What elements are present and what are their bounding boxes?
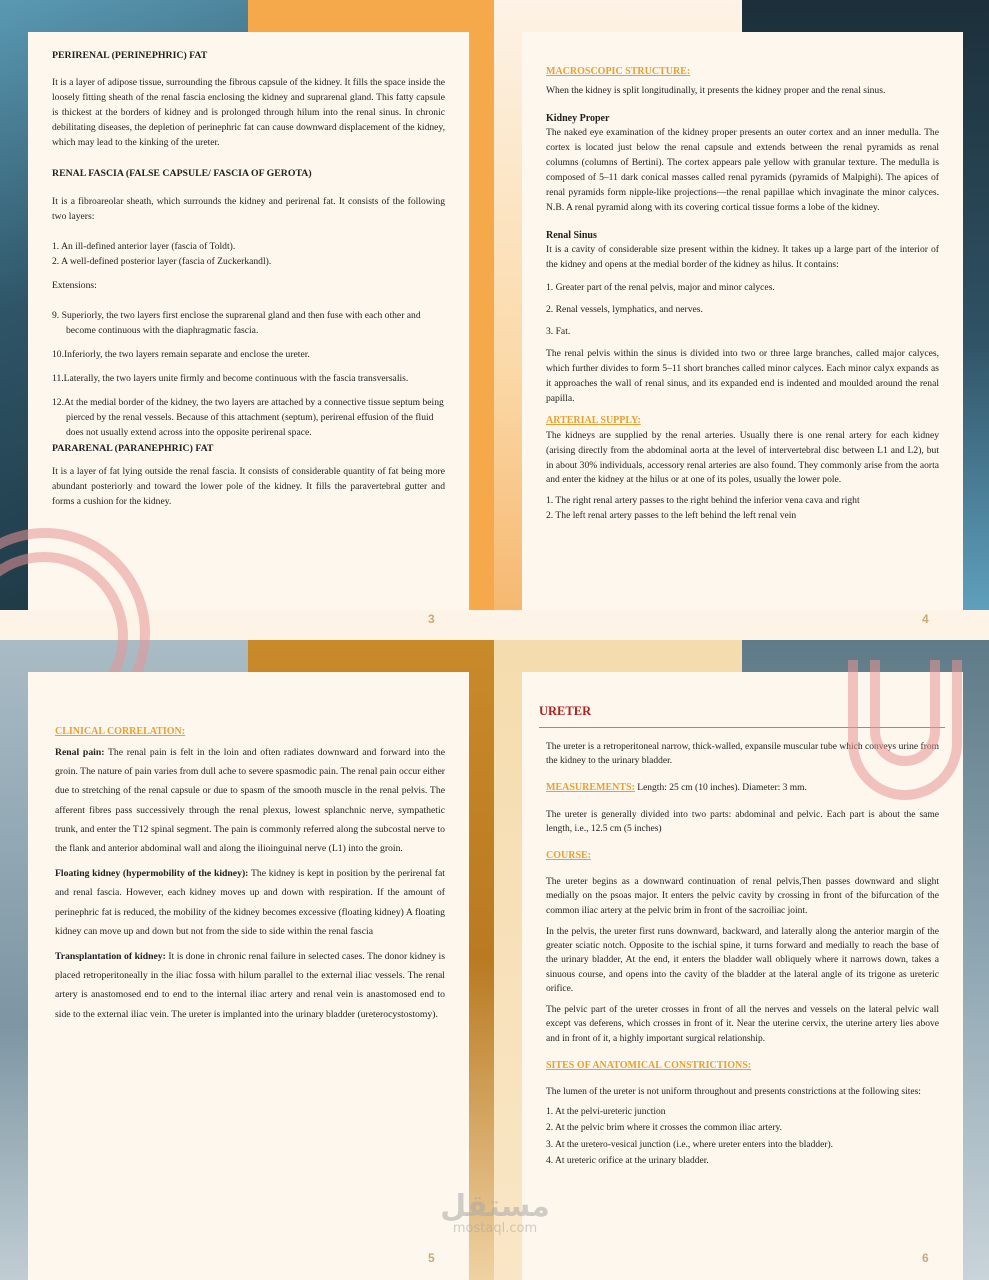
page-4 <box>522 32 963 610</box>
transplantation-paragraph <box>55 947 445 1024</box>
extensions-label: Extensions: <box>52 280 97 292</box>
renal-pain-label: Renal pain: <box>55 747 105 758</box>
kidney-proper-text: The naked eye examination of the kidney proper presents an outer cortex and an inner medulla. The cortex is located just below the renal capsule and extends between the renal pyramids as renal columns (columns of Bertini). The cortex appears pale yellow with granular texture. The medulla is composed of 5–11 dark conical masses called renal pyramids (pyramids of Malpighi). The apices of renal pyramids form nipple-like projections—the renal papillae which invaginate the minor calyces. N.B. A renal pyramid along with its covering cortical tissue forms a lobe of the kidney. <box>546 127 939 213</box>
extension-1-text: Superiorly, the two layers first enclose the suprarenal gland and then fuse with each other and become continuous with the diaphragmatic fascia. <box>61 310 421 337</box>
renal-pain-paragraph <box>55 743 445 858</box>
floating-kidney-label: Floating kidney (hypermobility of the kidney): <box>55 868 249 880</box>
site-item-2: 2. At the pelvic brim where it crosses the common iliac artery. <box>546 1123 783 1134</box>
site-item-4: 4. At ureteric orifice at the urinary bladder. <box>546 1155 709 1166</box>
course-title: COURSE: <box>546 850 592 861</box>
macro-title: MACROSCOPIC STRUCTURE: <box>546 66 691 77</box>
clinical-title: CLINICAL CORRELATION: <box>55 726 186 737</box>
arterial-item-2: 2. The left renal artery passes to the left behind the left renal vein <box>546 510 797 522</box>
mostaql-watermark <box>420 1190 570 1236</box>
page-5 <box>28 672 469 1280</box>
watermark-latin: mostaql.com <box>452 1221 538 1236</box>
ureter-parts-text: The ureter is generally divided into two parts: abdominal and pelvic. Each part is about the same length, i.e., 12.5 cm (5 inches) <box>546 809 939 834</box>
page-3 <box>28 32 469 610</box>
renal-sinus-item-3: 3. Fat. <box>546 326 571 338</box>
renal-sinus-text: It is a cavity of considerable size present within the kidney. It takes up a large part of the interior of the kidney and opens at the medial border of the kidney as hilus. It contains: <box>546 244 939 271</box>
renal-pain-text: The renal pain is felt in the loin and often radiates downward and forward into the groin. The nature of pain varies from dull ache to severe spasmodic pain. The renal pain occur either due to stretching of the renal capsule or due to spasm of the smooth muscle in the renal pelvis. The afferent fibres pass successively through the renal plexus, lowest splanchnic nerve, sympathetic trunk, and enter the T12 spinal segment. The pain is commonly referred along the subcostal nerve to the flank and anterior abdominal wall and along the ilioinguinal nerve (L1) into the groin. <box>55 747 445 855</box>
measurements-title: MEASUREMENTS: <box>546 782 635 794</box>
macro-text: When the kidney is split longitudinally, it presents the kidney proper and the renal sinus. <box>546 84 886 96</box>
page-number-3: 3 <box>428 612 435 626</box>
fascia-layer-1: 1. An ill-defined anterior layer (fascia of Toldt). <box>52 241 236 253</box>
fascia-title: RENAL FASCIA (FALSE CAPSULE/ FASCIA OF GEROTA) <box>52 168 312 180</box>
site-item-3: 3. At the uretero-vesical junction (i.e., where ureter enters into the bladder). <box>546 1139 833 1150</box>
floating-kidney-paragraph <box>55 864 445 941</box>
renal-pelvis-text: The renal pelvis within the sinus is divided into two or three large branches, called major calyces, which further divides to form 5–11 short branches called minor calyces. Each minor calyx expands as it approaches the wall of renal sinus, and its expanded end is indented and moulded around the renal papilla. <box>546 348 939 405</box>
extension-2: 10.Inferiorly, the two layers remain separate and enclose the ureter. <box>52 349 310 360</box>
extension-1 <box>52 309 445 339</box>
measurements-text: Length: 25 cm (10 inches). Diameter: 3 mm. <box>634 783 807 794</box>
sites-title: SITES OF ANATOMICAL CONSTRICTIONS: <box>546 1059 752 1071</box>
renal-sinus-item-2: 2. Renal vessels, lymphatics, and nerves. <box>546 304 703 316</box>
decorative-u-arc-inner <box>870 660 940 766</box>
sites-text: The lumen of the ureter is not uniform throughout and presents constrictions at the following sites: <box>546 1086 921 1097</box>
watermark-arabic: مستقل <box>440 1189 550 1224</box>
arterial-supply-title: ARTERIAL SUPPLY: <box>546 415 641 427</box>
fascia-layer-2: 2. A well-defined posterior layer (fascia of Zuckerkandl). <box>52 256 272 268</box>
course-text-3: The pelvic part of the ureter crosses in front of all the nerves and vessels on the lateral pelvic wall except vas deferens, which crosses in front of it. Near the uterine cervix, the uterine artery lies above and in front of it, a highly important surgical relationship. <box>546 1005 939 1044</box>
arterial-supply-text: The kidneys are supplied by the renal arteries. Usually there is one renal artery for each kidney (arising directly from the abdominal aorta at the level of intervertebral disc between L1 and L2), but in about 30% individuals, accessory renal arteries are also found. They commonly arise from the aorta and enter the kidney at the hilus or at one of its poles, usually the lower pole. <box>546 429 939 486</box>
floating-kidney-text: The kidney is kept in position by the perirenal fat and renal fascia. However, each kidney moves up and down with respiration. If the amount of perinephric fat is reduced, the mobility of the kidney becomes excessive (floating kidney) A floating kidney can move up and down but not from the side to side within the renal fascia <box>55 868 445 937</box>
fascia-text: It is a fibroareolar sheath, which surrounds the kidney and perirenal fat. It consists of the following two layers: <box>52 196 445 223</box>
perirenal-title: PERIRENAL (PERINEPHRIC) FAT <box>52 50 208 61</box>
kidney-proper-title: Kidney Proper <box>546 112 610 124</box>
extension-4: 12.At the medial border of the kidney, the two layers are attached by a connective tissue septum being pierced by the renal vessels. Because of this attachment (septum), perirenal effusion of the fluid does not usually extend across into the opposite perirenal space. <box>52 396 444 438</box>
ureter-title: URETER <box>539 704 592 718</box>
page-number-5: 5 <box>428 1251 435 1265</box>
transplantation-label: Transplantation of kidney: <box>55 951 166 963</box>
extension-1-num: 9. <box>52 310 60 322</box>
course-text-2: In the pelvis, the ureter first runs downward, backward, and laterally along the anterior margin of the greater sciatic notch. Opposite to the ischial spine, it turns forward and medially to reach the base of the urinary bladder, At the end, it enters the bladder wall obliquely where it narrows down, takes a sinuous course, and opens into the cavity of the bladder at the lateral angle of its trigone as ureteric orifice. <box>546 926 939 994</box>
page-number-6: 6 <box>922 1251 929 1265</box>
page-number-4: 4 <box>922 612 929 626</box>
ureter-intro: The ureter is a retroperitoneal narrow, thick-walled, expansile muscular tube which conveys urine from the kidney to the urinary bladder. <box>546 741 939 766</box>
extension-3: 11.Laterally, the two layers unite firmly and become continuous with the fascia transversalis. <box>52 372 409 384</box>
arterial-item-1: 1. The right renal artery passes to the right behind the inferior vena cava and right <box>546 495 860 507</box>
course-text-1: The ureter begins as a downward continuation of renal pelvis,Then passes downward and slight medially on the psoas major. It enters the pelvic cavity by crossing in front of the bifurcation of the common iliac artery at the pelvic brim in front of the sacroiliac joint. <box>546 877 939 916</box>
renal-sinus-title: Renal Sinus <box>546 229 597 241</box>
pararenal-title: PARARENAL (PARANEPHRIC) FAT <box>52 442 214 454</box>
pararenal-text: It is a layer of fat lying outside the renal fascia. It consists of considerable quantity of fat being more abundant posteriorly and toward the lower pole of the kidney. It fills the paravertebral gutter and forms a cushion for the kidney. <box>52 466 445 507</box>
transplantation-text: It is done in chronic renal failure in selected cases. The donor kidney is placed retroperitoneally in the iliac fossa with hilum parallel to the external iliac vessels. The renal artery is anastomosed end to end to the internal iliac artery and renal vein is anastomosed end to side to the external iliac vein. The ureter is implanted into the urinary bladder (ureterocystostomy). <box>55 951 445 1020</box>
perirenal-text: It is a layer of adipose tissue, surrounding the fibrous capsule of the kidney. It fills the space inside the loosely fitting sheath of the renal fascia enclosing the kidney and suprarenal gland. This fatty capsule is thickest at the borders of kidney and is prolonged through hilum into the renal sinus. In chronic debilitating diseases, the depletion of perinephric fat can cause downward displacement of the kidney, which may lead to the kinking of the ureter. <box>52 77 445 149</box>
site-item-1: 1. At the pelvi-ureteric junction <box>546 1107 666 1117</box>
renal-sinus-item-1: 1. Greater part of the renal pelvis, major and minor calyces. <box>546 282 775 294</box>
